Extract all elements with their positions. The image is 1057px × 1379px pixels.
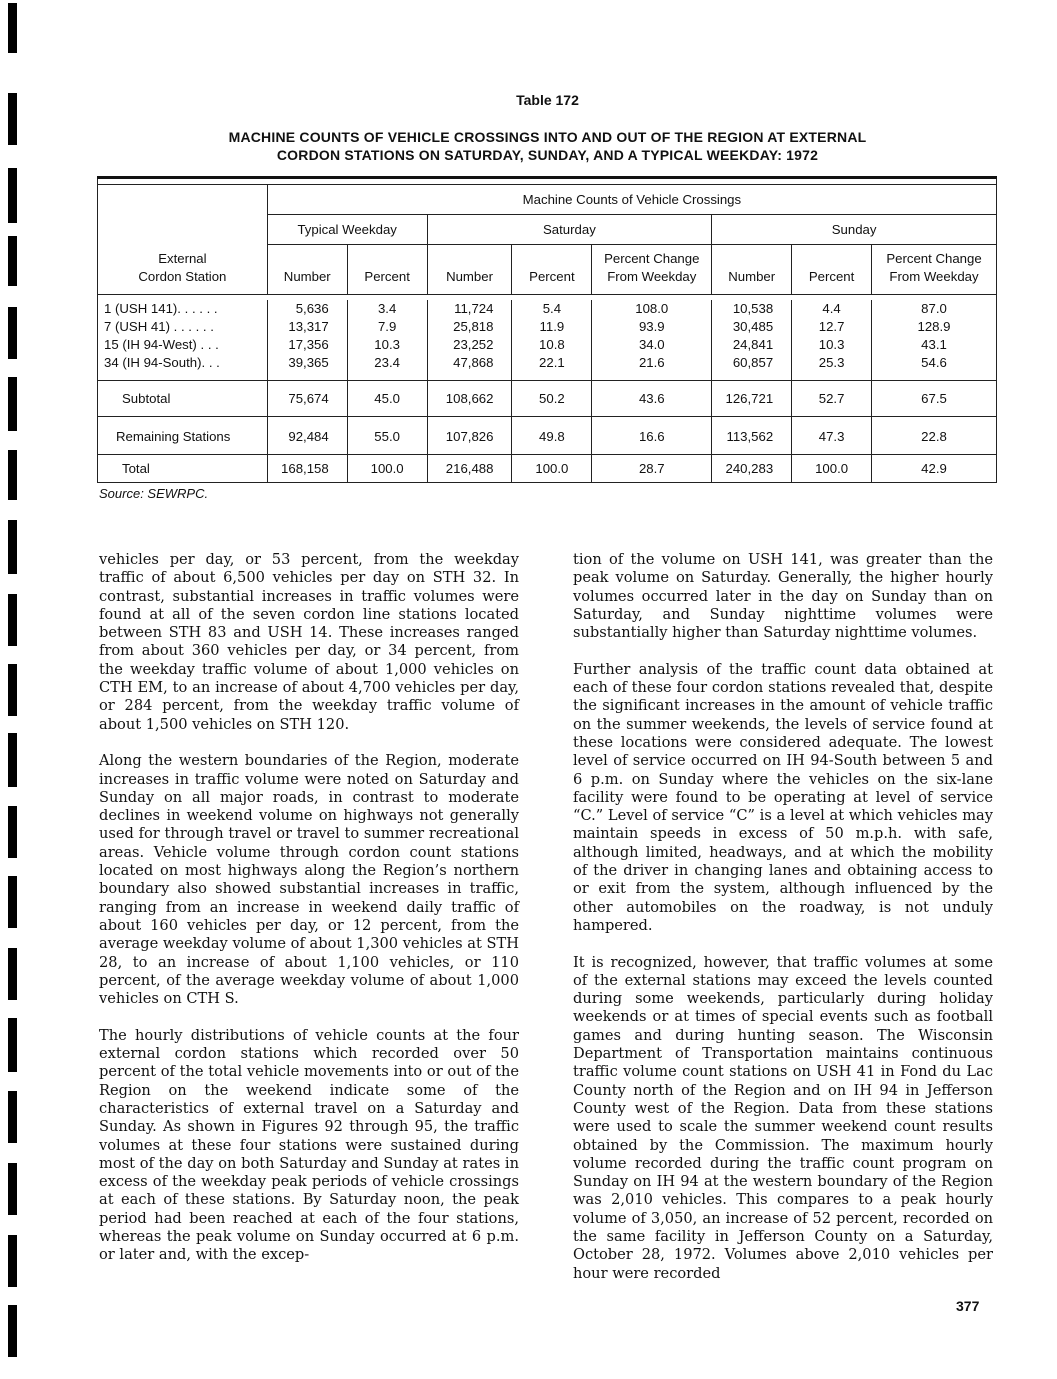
cell: 55.0 (347, 417, 427, 455)
cell: 240,283 (712, 455, 792, 483)
station-header-line: Cordon Station (138, 269, 227, 284)
subtotal-row (98, 381, 997, 417)
cell: 24,841 (712, 336, 792, 354)
cell: 45.0 (347, 381, 427, 417)
table-title (0, 128, 1057, 164)
cell: 7.9 (347, 318, 427, 336)
cell: 128.9 (872, 318, 997, 336)
binder-mark (8, 876, 17, 928)
binder-mark (8, 3, 17, 53)
cell: 100.0 (347, 455, 427, 483)
body-paragraph: It is recognized, however, that traffic volumes at some of the external stations may exceed the levels counted during some weekends, particularly during holiday weekends or at times of special events such as football games and during hunting season. The Wisconsin Department of Transportation maintains continuous traffic volume count stations on USH 41 in Fond du Lac County north of the Region and on IH 94 in Jefferson County west of the Region. Data from these stations were used to scale the summer weekend count results obtained by the Commission. The maximum hourly volume recorded during the traffic count program on Sunday on IH 94 at the western boundary of the Region was 2,010 vehicles. This compares to a peak hourly volume of 3,050, an increase of 52 percent, recorded on the same facility in Jefferson County on a Saturday, October 28, 1972. Volumes above 2,010 vehicles per hour were recorded (573, 953, 993, 1282)
binder-mark (8, 1163, 17, 1215)
cell: 52.7 (792, 381, 872, 417)
cell: 42.9 (872, 455, 997, 483)
cell: 43.6 (592, 381, 712, 417)
cell: 28.7 (592, 455, 712, 483)
vehicle-crossings-table (97, 176, 997, 483)
table-title-line: MACHINE COUNTS OF VEHICLE CROSSINGS INTO AND OUT OF THE REGION AT EXTERNAL (228, 129, 867, 145)
cell: 17,356 (267, 336, 347, 354)
cell: 4.4 (792, 300, 872, 318)
cell: 108,662 (427, 381, 512, 417)
cell: 23.4 (347, 354, 427, 381)
group-header: Machine Counts of Vehicle Crossings (267, 185, 996, 215)
table-title-line: CORDON STATIONS ON SATURDAY, SUNDAY, AND A TYPICAL WEEKDAY: 1972 (276, 147, 819, 163)
station-name: 34 (IH 94-South). . . (98, 354, 268, 381)
binder-mark (8, 664, 17, 716)
cell: 16.6 (592, 417, 712, 455)
cell: 12.7 (792, 318, 872, 336)
cell: 25.3 (792, 354, 872, 381)
cell: 23,252 (427, 336, 512, 354)
station-name: 1 (USH 141). . . . . . (98, 300, 268, 318)
cell: 5,636 (267, 300, 347, 318)
cell: 107,826 (427, 417, 512, 455)
binder-mark (8, 1305, 17, 1357)
table-source: Source: SEWRPC. (99, 486, 209, 501)
cell: 100.0 (792, 455, 872, 483)
binder-mark (8, 1235, 17, 1287)
body-paragraph: vehicles per day, or 53 percent, from the weekday traffic of about 6,500 vehicles per day on STH 32. In contrast, substantial increases in traffic volumes were found at all of the seven cordon line stations located between STH 83 and USH 14. These increases ranged from about 360 vehicles per day, or 34 percent, from the weekday traffic volume of about 1,000 vehicles on CTH EM, to an increase of about 4,700 vehicles per day, or 284 percent, from the weekday traffic volume of about 1,500 vehicles on STH 120. (99, 551, 519, 733)
col-header-line: From Weekday (889, 269, 979, 284)
cell: 30,485 (712, 318, 792, 336)
cell: 34.0 (592, 336, 712, 354)
binder-mark (8, 450, 17, 500)
cell: 43.1 (872, 336, 997, 354)
col-header: Percent (512, 245, 592, 295)
table-row (98, 354, 997, 381)
cell: 47,868 (427, 354, 512, 381)
col-header: Number (427, 245, 512, 295)
period-header-weekday: Typical Weekday (267, 215, 427, 245)
period-header-saturday: Saturday (427, 215, 712, 245)
binder-mark (8, 1091, 17, 1143)
binder-mark (8, 1018, 17, 1072)
body-paragraph: Along the western boundaries of the Region, moderate increases in traffic volume were noted on Saturday and Sunday on all major roads, in contrast to moderate declines in weekend volume on highways not generally used for through travel or travel to summer recreational areas. Vehicle volume through cordon count stations located on most highways along the Region’s northern boundary also showed substantial increases in traffic, ranging from an increase in weekend daily traffic of about 160 vehicles per day, or 12 percent, from the average weekday volume of about 1,300 vehicles at STH 28, to an increase of about 1,100 vehicles, or 110 percent, of the average weekday volume of about 1,000 vehicles on CTH S. (99, 752, 519, 1008)
binder-mark (8, 594, 17, 646)
col-header: Number (267, 245, 347, 295)
cell: 22.1 (512, 354, 592, 381)
cell: 54.6 (872, 354, 997, 381)
col-header-line: From Weekday (607, 269, 697, 284)
station-name: Subtotal (98, 381, 268, 417)
station-name: 15 (IH 94-West) . . . (98, 336, 268, 354)
station-header (98, 185, 268, 295)
cell: 11.9 (512, 318, 592, 336)
right-column (573, 551, 993, 1301)
col-header (592, 245, 712, 295)
station-name: Remaining Stations (98, 417, 268, 455)
col-header (872, 245, 997, 295)
cell: 10,538 (712, 300, 792, 318)
cell: 87.0 (872, 300, 997, 318)
period-header-sunday: Sunday (712, 215, 997, 245)
body-paragraph: tion of the volume on USH 141, was greater than the peak volume on Saturday. Generally, the higher hourly volumes occurred later in the day on Sunday than on Saturday, and Sunday nighttime volumes were substantially higher than Saturday nighttime volumes. (573, 551, 993, 642)
cell: 92,484 (267, 417, 347, 455)
binder-mark (8, 168, 17, 223)
binder-mark (8, 520, 17, 574)
cell: 113,562 (712, 417, 792, 455)
cell: 49.8 (512, 417, 592, 455)
binder-mark (8, 806, 17, 858)
station-name: Total (98, 455, 268, 483)
table-number: Table 172 (516, 92, 579, 108)
col-header: Percent (792, 245, 872, 295)
station-header-line: External (158, 251, 207, 266)
cell: 216,488 (427, 455, 512, 483)
page-number: 377 (956, 1298, 980, 1314)
cell: 60,857 (712, 354, 792, 381)
cell: 10.3 (792, 336, 872, 354)
cell: 25,818 (427, 318, 512, 336)
remaining-row (98, 417, 997, 455)
body-paragraph: The hourly distributions of vehicle counts at the four external cordon stations which recorded over 50 percent of the total vehicle movements into or out of the Region on the weekend indicate some of the characteristics of external travel on a Saturday and Sunday. As shown in Figures 92 through 95, the traffic volumes at these four stations were sustained during most of the day on both Saturday and Sunday at rates in excess of the weekday peak periods of vehicle crossings at each of these stations. By Saturday noon, the peak period had been reached at each of the four stations, whereas the peak volume on Sunday occurred at 6 p.m. or later and, with the excep- (99, 1026, 519, 1264)
cell: 47.3 (792, 417, 872, 455)
cell: 108.0 (592, 300, 712, 318)
table-row (98, 318, 997, 336)
cell: 75,674 (267, 381, 347, 417)
col-header-line: Percent Change (886, 251, 982, 266)
col-header: Number (712, 245, 792, 295)
binder-mark (8, 948, 17, 1000)
table-row (98, 300, 997, 318)
left-column (99, 551, 519, 1283)
station-name: 7 (USH 41) . . . . . . (98, 318, 268, 336)
binder-mark (8, 236, 17, 286)
cell: 168,158 (267, 455, 347, 483)
cell: 11,724 (427, 300, 512, 318)
cell: 93.9 (592, 318, 712, 336)
cell: 50.2 (512, 381, 592, 417)
cell: 100.0 (512, 455, 592, 483)
cell: 67.5 (872, 381, 997, 417)
col-header-line: Percent Change (604, 251, 700, 266)
cell: 21.6 (592, 354, 712, 381)
cell: 39,365 (267, 354, 347, 381)
binder-mark (8, 377, 17, 431)
binder-mark (8, 733, 17, 787)
col-header: Percent (347, 245, 427, 295)
body-paragraph: Further analysis of the traffic count data obtained at each of these four cordon stations revealed that, despite the significant increases in the amount of vehicle traffic on the summer weekends, the levels of service found at these locations were considered adequate. The lowest level of service occurred on IH 94-South between 5 and 6 p.m. on Sunday where the vehicles on the six-lane facility were found to be operating at level of service “C.” Level of service “C” is a level at which vehicles may maintain speeds in excess of 50 m.p.h. with safe, although limited, headways, and at which the mobility of the driver in changing lanes and obtaining access to or exit from the system, although influenced by the other automobiles on the roadway, is not unduly hampered. (573, 660, 993, 934)
cell: 126,721 (712, 381, 792, 417)
total-row (98, 455, 997, 483)
cell: 3.4 (347, 300, 427, 318)
cell: 13,317 (267, 318, 347, 336)
cell: 5.4 (512, 300, 592, 318)
cell: 10.8 (512, 336, 592, 354)
table-row (98, 336, 997, 354)
cell: 22.8 (872, 417, 997, 455)
binder-mark (8, 307, 17, 359)
cell: 10.3 (347, 336, 427, 354)
